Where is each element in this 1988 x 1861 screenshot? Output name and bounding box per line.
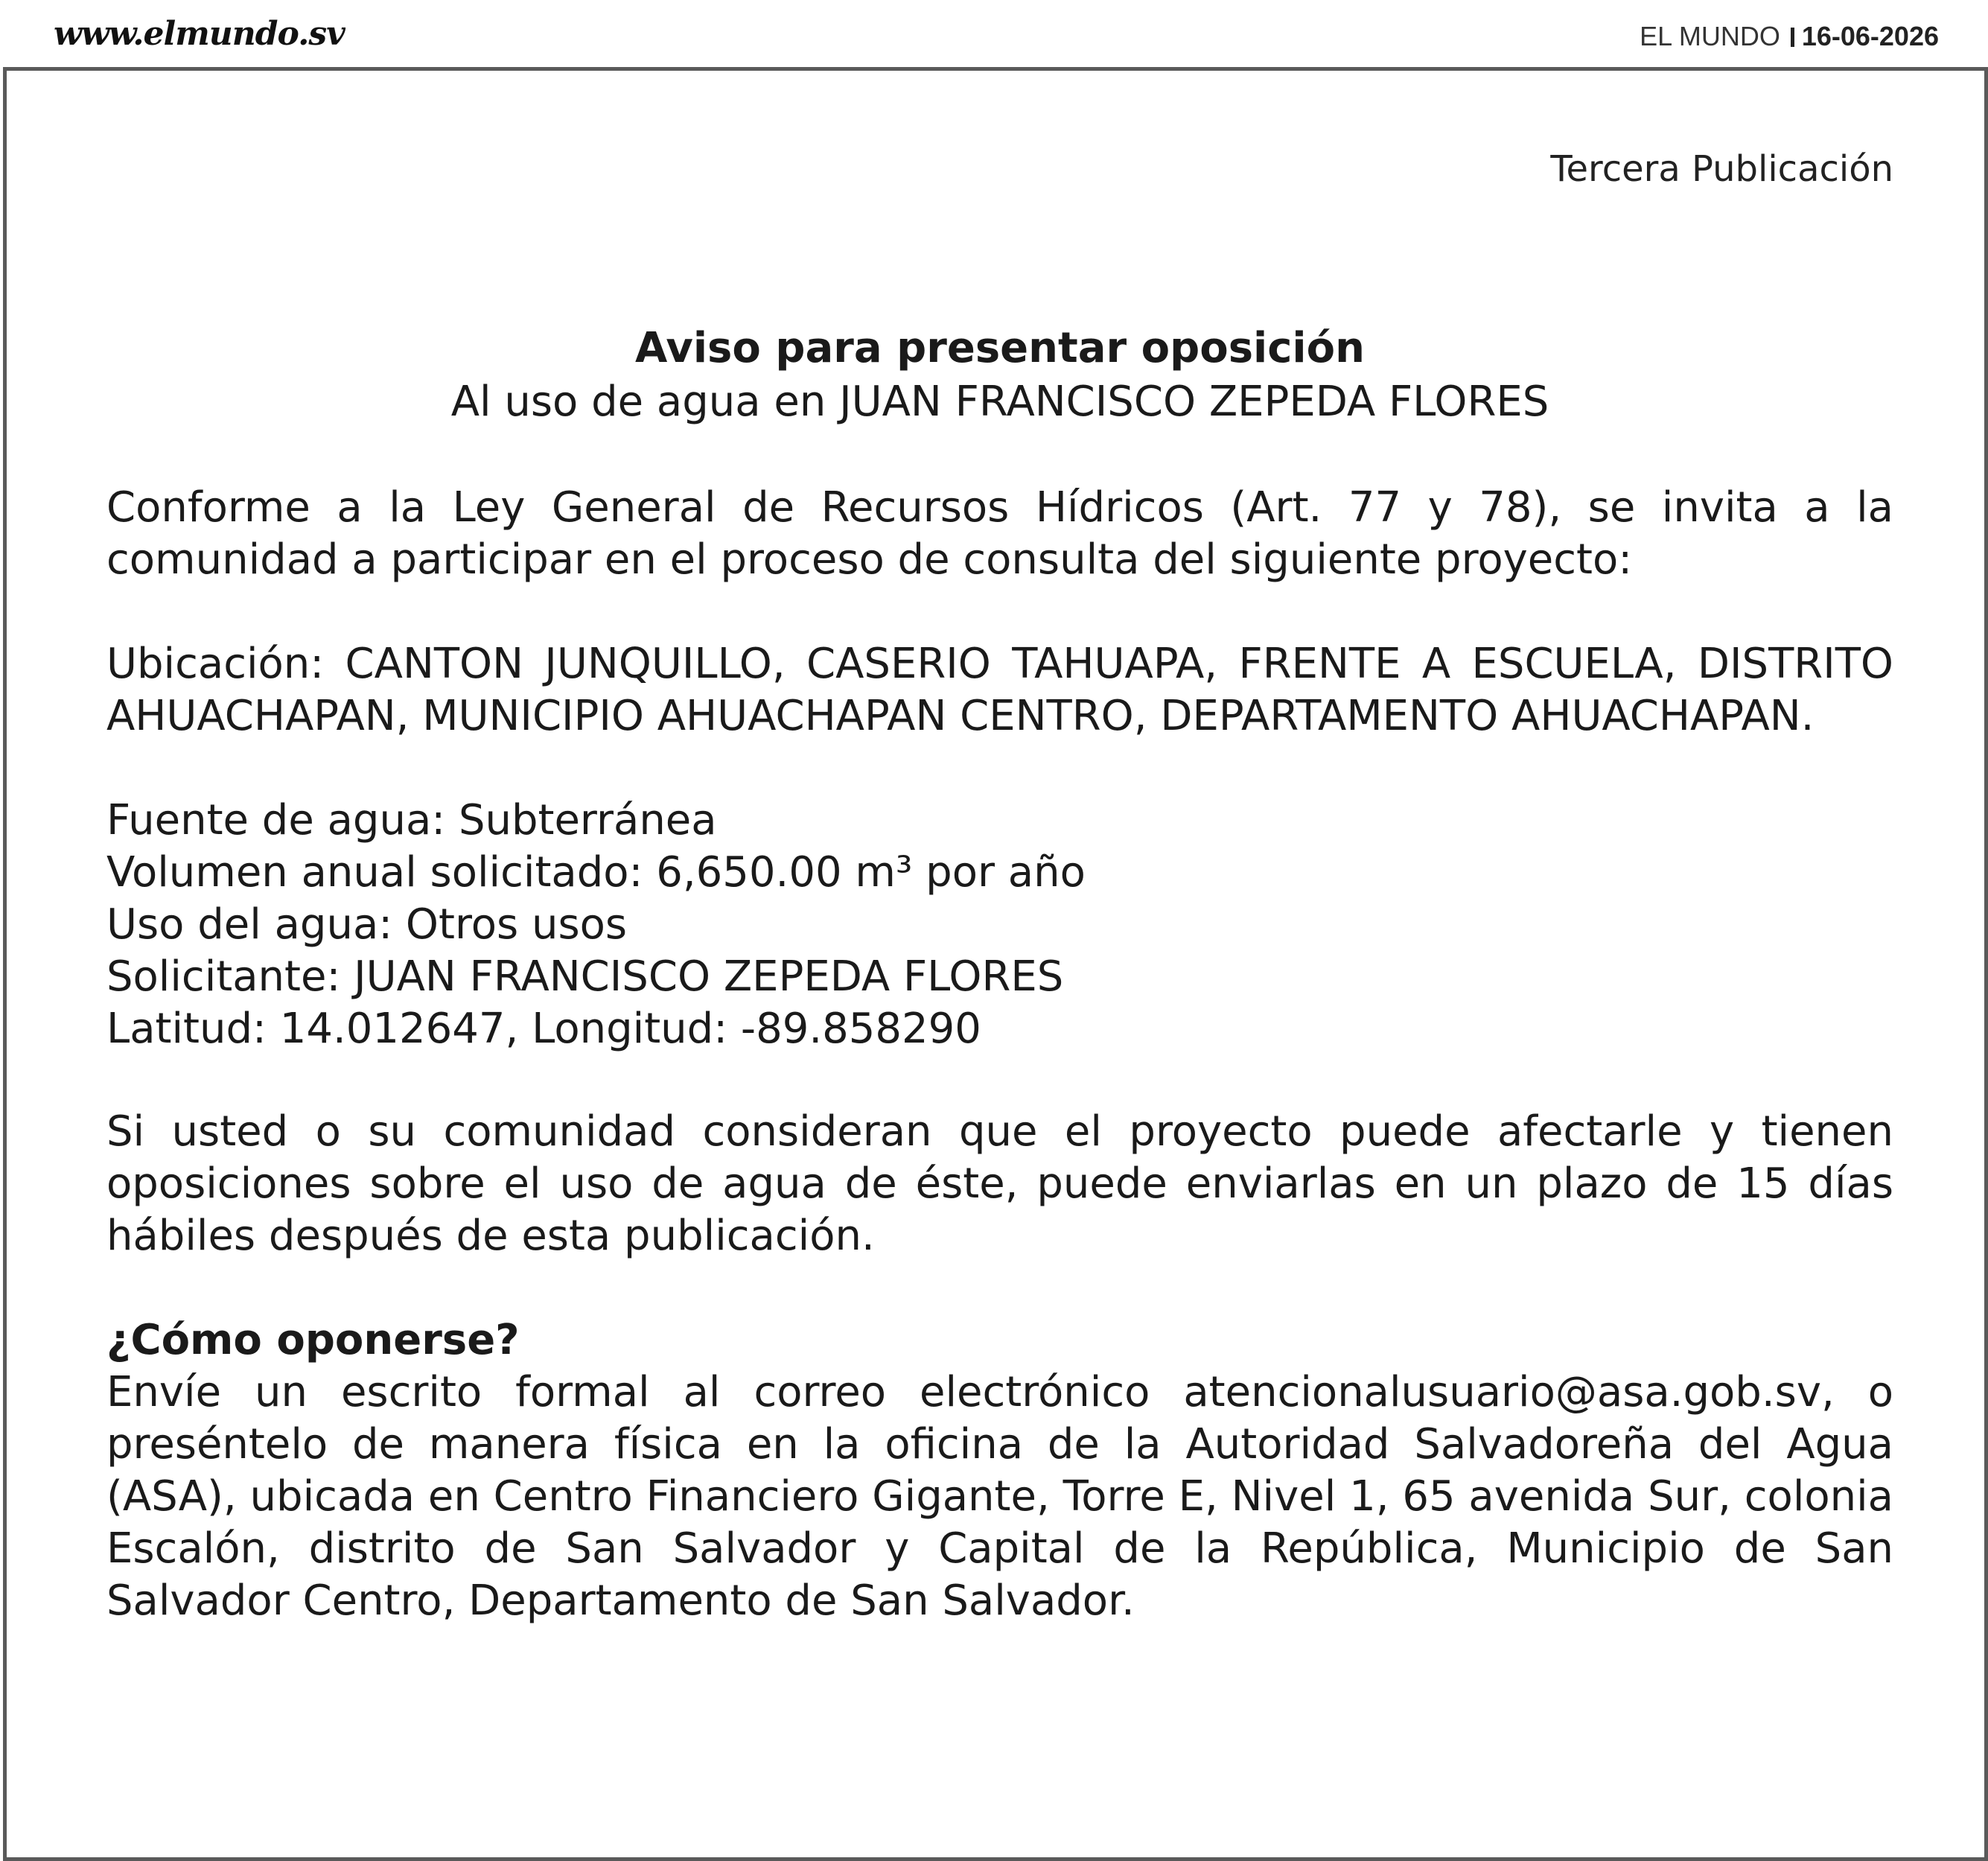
notice-title: Aviso para presentar oposición — [635, 324, 1365, 372]
applicant: Solicitante: JUAN FRANCISCO ZEPEDA FLORES — [106, 952, 1064, 1001]
masthead — [1640, 21, 1939, 52]
page-header — [0, 0, 1988, 69]
publication-date: 16-06-2026 — [1801, 21, 1939, 51]
water-source: Fuente de agua: Subterránea — [106, 796, 717, 844]
site-url: www.elmundo.sv — [54, 15, 345, 53]
location-paragraph: Ubicación: CANTON JUNQUILLO, CASERIO TAHUAPA, FRENTE A ESCUELA, DISTRITO AHUACHAPAN, MUNICIPIO AHUACHAPAN CENTRO, DEPARTAMENTO AHUACHAPAN. — [106, 640, 1893, 740]
how-to-oppose-heading: ¿Cómo oponerse? — [106, 1316, 520, 1364]
paper-name: EL MUNDO — [1640, 21, 1780, 51]
opposition-paragraph: Si usted o su comunidad consideran que el proyecto puede afectarle y tienen oposiciones sobre el uso de agua de éste, puede enviarlas en un plazo de 15 días hábiles después de esta publicación. — [106, 1107, 1893, 1260]
masthead-separator — [1791, 28, 1794, 47]
coordinates: Latitud: 14.012647, Longitud: -89.858290 — [106, 1005, 981, 1053]
intro-paragraph: Conforme a la Ley General de Recursos Hídricos (Art. 77 y 78), se invita a la comunidad a participar en el proceso de consulta del siguiente proyecto: — [106, 483, 1893, 584]
annual-volume: Volumen anual solicitado: 6,650.00 m³ por año — [106, 848, 1086, 897]
notice-frame — [3, 67, 1988, 1861]
how-to-oppose-paragraph: Envíe un escrito formal al correo electrónico atencionalusuario@asa.gob.sv, o preséntelo de manera física en la oficina de la Autoridad Salvadoreña del Agua (ASA), ubicada en Centro Financiero Gigante, Torre E, Nivel 1, 65 avenida Sur, colonia Escalón, distrito de San Salvador y Capital de la República, Municipio de San Salvador Centro, Departamento de San Salvador. — [106, 1368, 1893, 1625]
notice-subtitle: Al uso de agua en JUAN FRANCISCO ZEPEDA FLORES — [450, 378, 1549, 426]
publication-number: Tercera Publicación — [1550, 148, 1893, 190]
water-use: Uso del agua: Otros usos — [106, 900, 628, 949]
